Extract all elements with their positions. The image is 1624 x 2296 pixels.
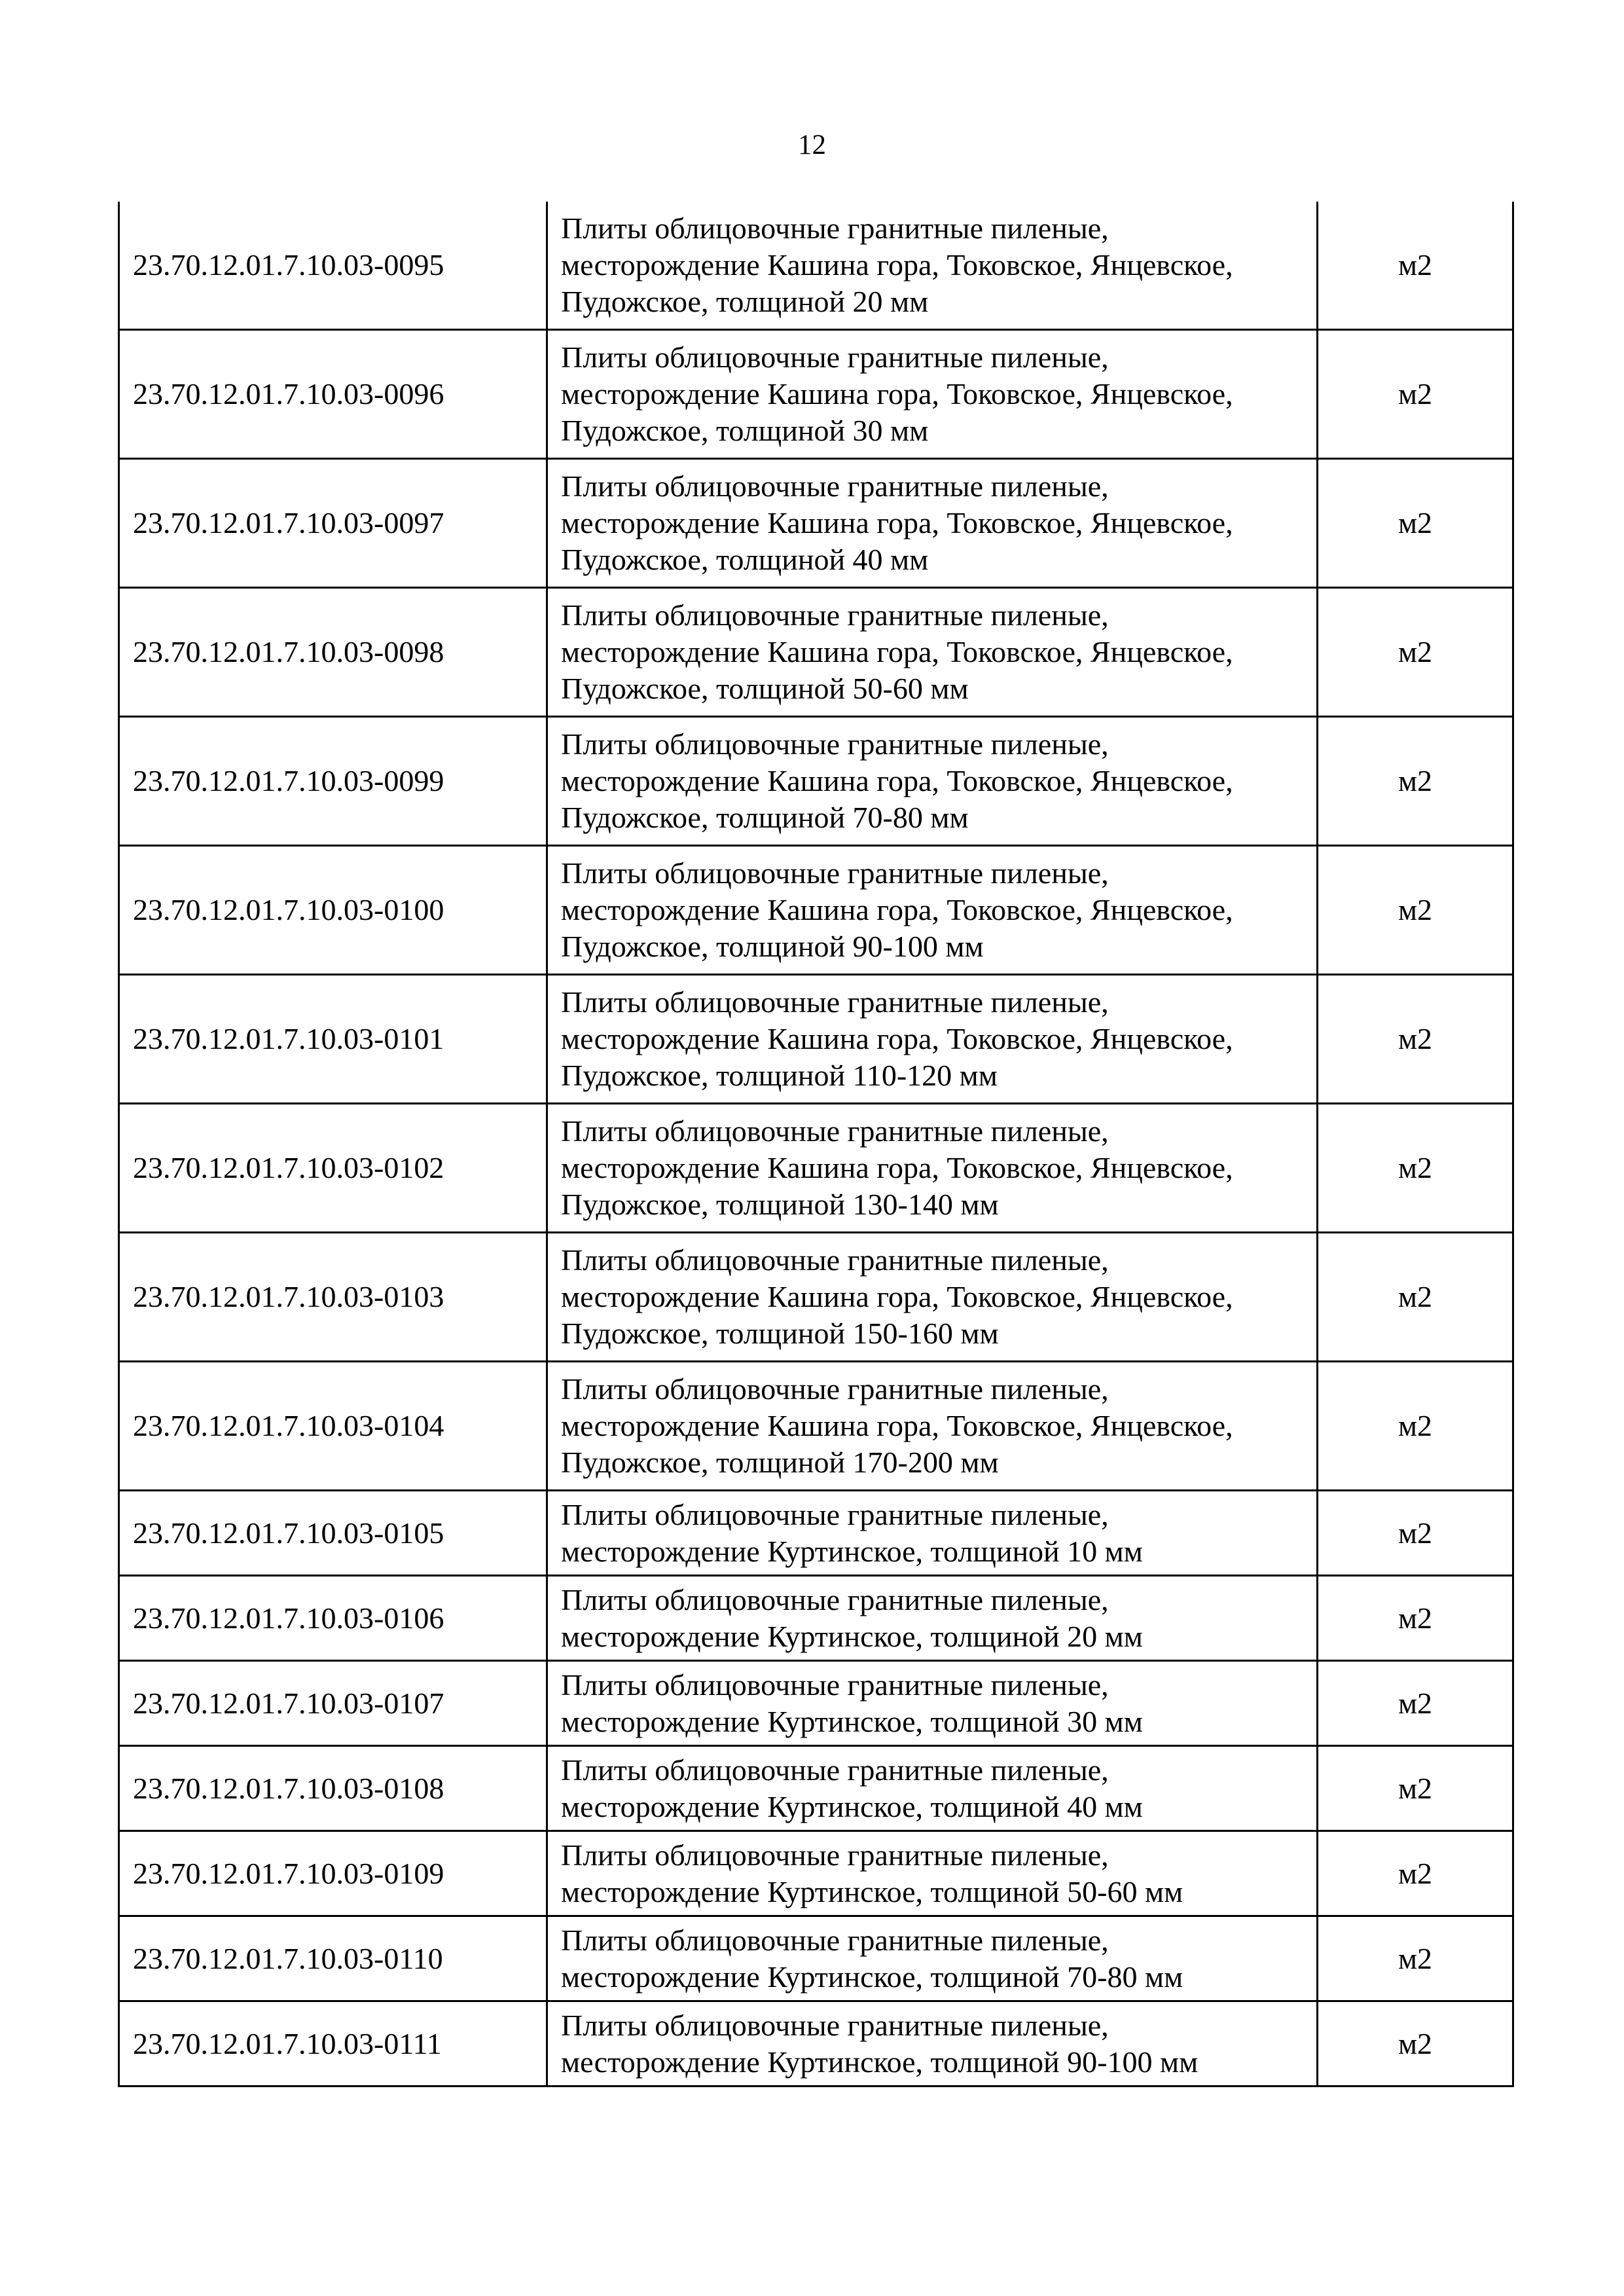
unit-of-measure: м2	[1318, 1233, 1513, 1362]
material-name-line: Плиты облицовочные гранитные пиленые,	[561, 727, 1109, 761]
unit-of-measure: м2	[1318, 202, 1513, 330]
material-name	[547, 717, 1318, 846]
material-code: 23.70.12.01.7.10.03-0108	[119, 1746, 547, 1831]
table-row	[119, 2001, 1513, 2086]
unit-of-measure: м2	[1318, 1661, 1513, 1746]
material-code: 23.70.12.01.7.10.03-0109	[119, 1831, 547, 1916]
page-number: 12	[798, 130, 826, 160]
material-name-line: месторождение Кашина гора, Токовское, Янцевское,	[561, 248, 1233, 282]
material-name-line: Плиты облицовочные гранитные пиленые,	[561, 1114, 1109, 1148]
material-name-line: месторождение Кашина гора, Токовское, Янцевское,	[561, 506, 1233, 539]
material-name-line: Плиты облицовочные гранитные пиленые,	[561, 1838, 1109, 1872]
material-name	[547, 588, 1318, 717]
material-name-line: месторождение Куртинское, толщиной 90-100 мм	[561, 2045, 1199, 2079]
material-name-line: Плиты облицовочные гранитные пиленые,	[561, 1753, 1109, 1787]
material-name-line: месторождение Куртинское, толщиной 30 мм	[561, 1704, 1143, 1738]
table-row	[119, 330, 1513, 459]
unit-of-measure: м2	[1318, 1491, 1513, 1576]
material-name	[547, 2001, 1318, 2086]
material-name-line: Пудожское, толщиной 110-120 мм	[561, 1059, 998, 1092]
material-name-line: месторождение Куртинское, толщиной 40 мм	[561, 1789, 1143, 1823]
table-row	[119, 1104, 1513, 1233]
material-code: 23.70.12.01.7.10.03-0102	[119, 1104, 547, 1233]
material-name-line: Плиты облицовочные гранитные пиленые,	[561, 856, 1109, 890]
material-code: 23.70.12.01.7.10.03-0107	[119, 1661, 547, 1746]
unit-of-measure: м2	[1318, 1831, 1513, 1916]
material-name-line: месторождение Кашина гора, Токовское, Янцевское,	[561, 1280, 1233, 1313]
material-name-line: Пудожское, толщиной 170-200 мм	[561, 1446, 999, 1479]
material-name-line: месторождение Кашина гора, Токовское, Янцевское,	[561, 893, 1233, 926]
table-row	[119, 1746, 1513, 1831]
material-code: 23.70.12.01.7.10.03-0104	[119, 1362, 547, 1491]
material-name-line: Плиты облицовочные гранитные пиленые,	[561, 598, 1109, 632]
material-name	[547, 1916, 1318, 2001]
material-name	[547, 1104, 1318, 1233]
unit-of-measure: м2	[1318, 1576, 1513, 1661]
table-row	[119, 1491, 1513, 1576]
table-row	[119, 846, 1513, 975]
material-name-line: Плиты облицовочные гранитные пиленые,	[561, 2008, 1109, 2042]
unit-of-measure: м2	[1318, 717, 1513, 846]
material-name-line: месторождение Куртинское, толщиной 70-80 мм	[561, 1959, 1183, 1994]
table-row	[119, 975, 1513, 1104]
material-name-line: Пудожское, толщиной 30 мм	[561, 414, 929, 447]
material-name-line: Плиты облицовочные гранитные пиленые,	[561, 1923, 1109, 1957]
material-name-line: Пудожское, толщиной 150-160 мм	[561, 1317, 999, 1350]
material-name	[547, 1233, 1318, 1362]
unit-of-measure: м2	[1318, 459, 1513, 588]
material-name-line: Плиты облицовочные гранитные пиленые,	[561, 211, 1109, 245]
material-code: 23.70.12.01.7.10.03-0106	[119, 1576, 547, 1661]
material-name-line: Плиты облицовочные гранитные пиленые,	[561, 1372, 1109, 1406]
unit-of-measure: м2	[1318, 330, 1513, 459]
material-name-line: Пудожское, толщиной 70-80 мм	[561, 801, 969, 834]
material-name	[547, 1362, 1318, 1491]
material-name-line: месторождение Кашина гора, Токовское, Янцевское,	[561, 1022, 1233, 1055]
material-name-line: месторождение Кашина гора, Токовское, Янцевское,	[561, 1409, 1233, 1442]
unit-of-measure: м2	[1318, 588, 1513, 717]
material-name-line: Плиты облицовочные гранитные пиленые,	[561, 1497, 1109, 1531]
material-name	[547, 1831, 1318, 1916]
material-name-line: месторождение Кашина гора, Токовское, Янцевское,	[561, 635, 1233, 668]
material-name	[547, 459, 1318, 588]
table-row	[119, 1233, 1513, 1362]
materials-table	[118, 202, 1514, 2087]
unit-of-measure: м2	[1318, 846, 1513, 975]
unit-of-measure: м2	[1318, 1916, 1513, 2001]
material-name-line: Плиты облицовочные гранитные пиленые,	[561, 1582, 1109, 1616]
material-name	[547, 1576, 1318, 1661]
material-name	[547, 202, 1318, 330]
material-code: 23.70.12.01.7.10.03-0100	[119, 846, 547, 975]
material-code: 23.70.12.01.7.10.03-0111	[119, 2001, 547, 2086]
material-code: 23.70.12.01.7.10.03-0098	[119, 588, 547, 717]
material-code: 23.70.12.01.7.10.03-0110	[119, 1916, 547, 2001]
material-name-line: Плиты облицовочные гранитные пиленые,	[561, 469, 1109, 503]
material-name-line: Плиты облицовочные гранитные пиленые,	[561, 1667, 1109, 1702]
unit-of-measure: м2	[1318, 1104, 1513, 1233]
table-row	[119, 1916, 1513, 2001]
material-name-line: месторождение Кашина гора, Токовское, Янцевское,	[561, 377, 1233, 410]
material-name-line: Плиты облицовочные гранитные пиленые,	[561, 340, 1109, 374]
material-name	[547, 330, 1318, 459]
material-name-line: Плиты облицовочные гранитные пиленые,	[561, 985, 1109, 1019]
material-name-line: Пудожское, толщиной 130-140 мм	[561, 1188, 999, 1221]
material-name	[547, 1661, 1318, 1746]
material-name-line: Плиты облицовочные гранитные пиленые,	[561, 1243, 1109, 1277]
table-row	[119, 1661, 1513, 1746]
material-name-line: месторождение Куртинское, толщиной 10 мм	[561, 1534, 1143, 1568]
material-name-line: Пудожское, толщиной 50-60 мм	[561, 672, 969, 705]
material-code: 23.70.12.01.7.10.03-0101	[119, 975, 547, 1104]
material-code: 23.70.12.01.7.10.03-0096	[119, 330, 547, 459]
table-row	[119, 1362, 1513, 1491]
unit-of-measure: м2	[1318, 1362, 1513, 1491]
material-name-line: Пудожское, толщиной 40 мм	[561, 543, 929, 576]
material-code: 23.70.12.01.7.10.03-0103	[119, 1233, 547, 1362]
table-row	[119, 1576, 1513, 1661]
material-code: 23.70.12.01.7.10.03-0099	[119, 717, 547, 846]
materials-table-body	[119, 202, 1513, 2086]
material-code: 23.70.12.01.7.10.03-0105	[119, 1491, 547, 1576]
table-row	[119, 459, 1513, 588]
material-name	[547, 846, 1318, 975]
material-name-line: Пудожское, толщиной 20 мм	[561, 285, 929, 318]
table-row	[119, 717, 1513, 846]
material-name	[547, 1746, 1318, 1831]
table-row	[119, 1831, 1513, 1916]
material-name	[547, 1491, 1318, 1576]
material-name-line: месторождение Кашина гора, Токовское, Янцевское,	[561, 1151, 1233, 1184]
material-name-line: месторождение Кашина гора, Токовское, Янцевское,	[561, 764, 1233, 797]
material-name-line: месторождение Куртинское, толщиной 50-60 мм	[561, 1874, 1183, 1908]
unit-of-measure: м2	[1318, 2001, 1513, 2086]
material-code: 23.70.12.01.7.10.03-0095	[119, 202, 547, 330]
material-name	[547, 975, 1318, 1104]
table-row	[119, 588, 1513, 717]
material-name-line: месторождение Куртинское, толщиной 20 мм	[561, 1619, 1143, 1653]
material-name-line: Пудожское, толщиной 90-100 мм	[561, 930, 984, 963]
material-code: 23.70.12.01.7.10.03-0097	[119, 459, 547, 588]
unit-of-measure: м2	[1318, 1746, 1513, 1831]
unit-of-measure: м2	[1318, 975, 1513, 1104]
table-row	[119, 202, 1513, 330]
